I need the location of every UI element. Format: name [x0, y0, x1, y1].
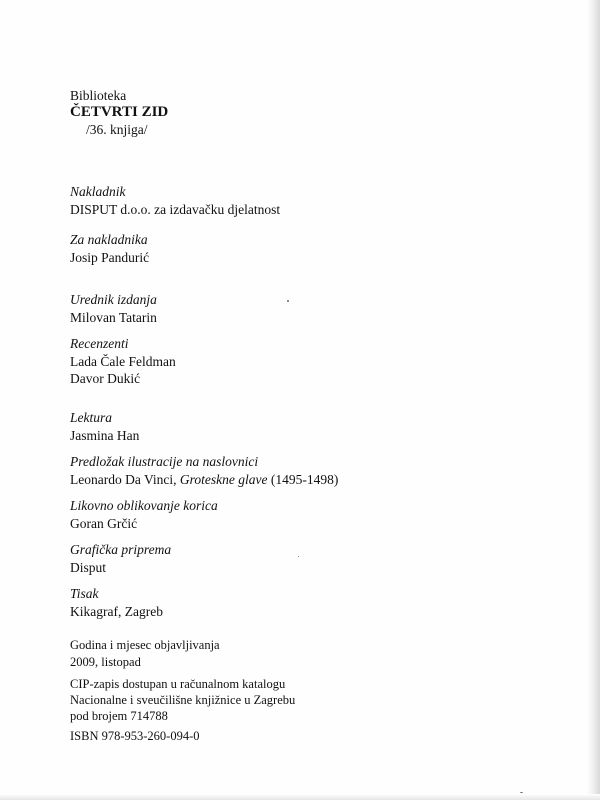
scan-speck: [298, 556, 299, 557]
reviewer-2: Davor Dukić: [70, 371, 141, 386]
printing-value: Kikagraf, Zagreb: [70, 604, 163, 619]
cover-design-label: Likovno oblikovanje korica: [70, 498, 218, 513]
printing-label: Tisak: [70, 586, 99, 601]
cip-line-2: Nacionalne i sveučilišne knjižnice u Zagrebu: [70, 693, 296, 707]
scan-speck: [287, 300, 289, 302]
editor-label: Urednik izdanja: [70, 292, 157, 307]
isbn: ISBN 978-953-260-094-0: [70, 729, 200, 743]
reviewer-1: Lada Čale Feldman: [70, 354, 176, 369]
cip-line-1: CIP-zapis dostupan u računalnom katalogu: [70, 677, 286, 691]
prepress-value: Disput: [70, 560, 107, 575]
page-bottom-edge: [0, 794, 600, 800]
cover-illustration-label: Predložak ilustracije na naslovnici: [70, 454, 259, 469]
cover-illustration-value: [70, 472, 338, 488]
page-edge-shadow: [586, 0, 600, 800]
reviewers-label: Recenzenti: [70, 336, 129, 351]
cover-design-value: Goran Grčić: [70, 516, 138, 531]
for-publisher-label: Za nakladnika: [70, 232, 148, 247]
proofreading-value: Jasmina Han: [70, 428, 140, 443]
editor-value: Milovan Tatarin: [70, 310, 157, 325]
for-publisher-value: Josip Pandurić: [70, 250, 150, 265]
scan-speck: [520, 792, 523, 793]
cip-line-3: pod brojem 714788: [70, 709, 168, 723]
illustration-years: (1495-1498): [270, 472, 339, 487]
library-label: Biblioteka: [70, 88, 127, 103]
publisher-label: Nakladnik: [70, 184, 126, 199]
publication-date-label: Godina i mjesec objavljivanja: [70, 638, 220, 652]
illustration-author: Leonardo Da Vinci,: [70, 472, 177, 487]
prepress-label: Grafička priprema: [70, 542, 172, 557]
illustration-title: Groteskne glave: [179, 472, 268, 487]
proofreading-label: Lektura: [70, 410, 112, 425]
series-volume: /36. knjiga/: [86, 122, 148, 137]
publisher-value: DISPUT d.o.o. za izdavačku djelatnost: [70, 202, 281, 217]
publication-date-value: 2009, listopad: [70, 655, 141, 669]
series-name: ČETVRTI ZID: [70, 104, 169, 120]
